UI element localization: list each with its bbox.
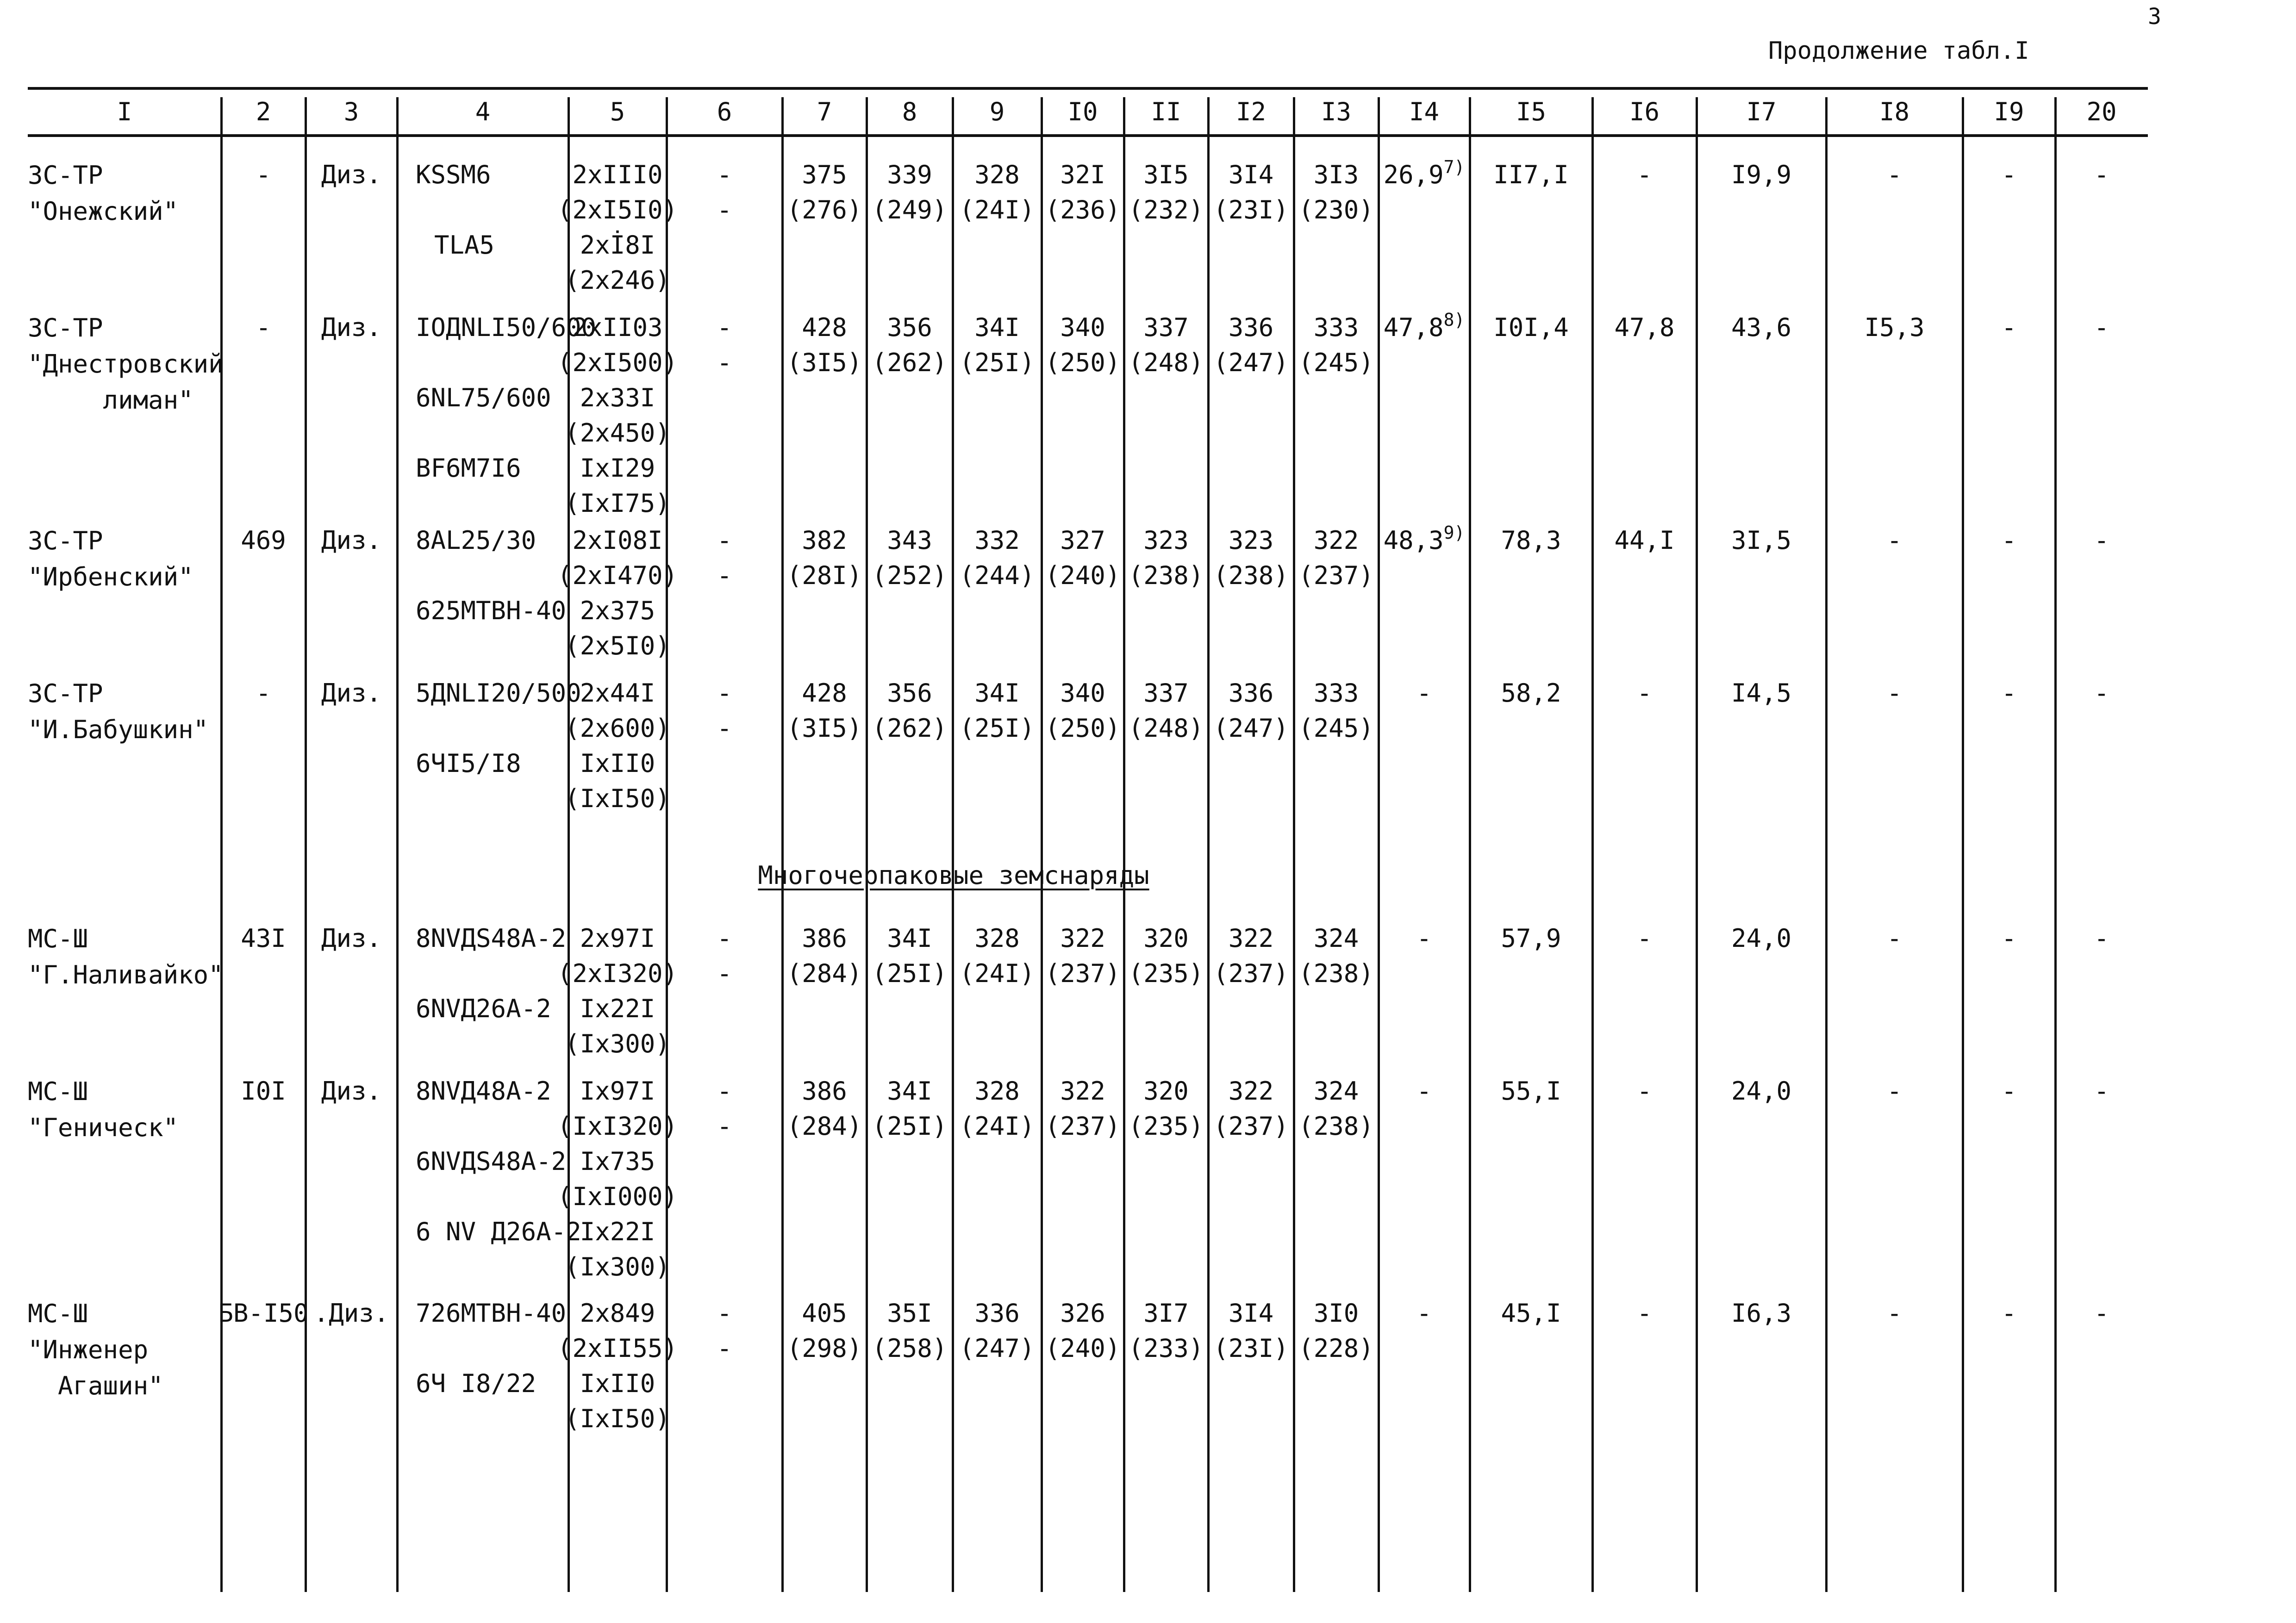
column-rule [1293, 97, 1295, 1592]
table-top-rule [28, 87, 2148, 90]
vessel-name: ЗС-ТР "И.Бабушкин" [28, 679, 209, 744]
cell-c15: 45,I [1501, 1299, 1561, 1328]
cell-c10: 326 (240) [1045, 1299, 1121, 1363]
column-rule [866, 97, 868, 1592]
cell-c13: 324 (238) [1298, 924, 1374, 988]
column-rule [305, 97, 307, 1592]
footnote-mark: 7) [1443, 157, 1465, 177]
cell-c14-value: - [1416, 678, 1432, 708]
cell-c19: - [2001, 160, 2017, 189]
cell-c17: I9,9 [1731, 160, 1792, 189]
page-number: 3 [2148, 4, 2161, 30]
cell-power: IxII0 (IxI50) [565, 1369, 670, 1433]
cell-engine-model: 625MTBH-40 [416, 596, 567, 625]
cell-c19: - [2001, 678, 2017, 708]
cell-c15: 58,2 [1501, 678, 1561, 708]
column-rule [1696, 97, 1698, 1592]
column-header: 5 [610, 97, 625, 126]
column-header: 9 [989, 97, 1005, 126]
cell-c6: - - [717, 1076, 732, 1141]
header-bottom-rule [28, 134, 2148, 137]
cell-c8: 339 (249) [872, 160, 948, 224]
cell-c20: - [2094, 678, 2109, 708]
column-header: I9 [1994, 97, 2024, 126]
cell-c16: - [1637, 1299, 1652, 1328]
column-rule [396, 97, 399, 1592]
cell-engine-model: IOДNLI50/600 [416, 313, 597, 342]
cell-c13: 322 (237) [1298, 526, 1374, 590]
cell-power: Ix22I (Ix300) [565, 1217, 670, 1281]
cell-c8: 34I (25I) [872, 1076, 948, 1141]
column-rule [781, 97, 784, 1592]
column-header: I6 [1629, 97, 1660, 126]
cell-c8: 356 (262) [872, 313, 948, 377]
column-rule [2054, 97, 2057, 1592]
cell-c18: - [1887, 1076, 1902, 1106]
cell-c6: - - [717, 678, 732, 743]
column-header: 7 [817, 97, 832, 126]
cell-engine-model: KSSM6 [416, 160, 491, 189]
cell-power: 2xI08I (2xI470) [557, 526, 678, 590]
cell-project: БВ-I50 [218, 1299, 309, 1328]
cell-c16: 44,I [1614, 526, 1675, 555]
cell-c9: 328 (24I) [959, 1076, 1035, 1141]
cell-c17: 24,0 [1731, 924, 1792, 953]
cell-c8: 34I (25I) [872, 924, 948, 988]
cell-c19: - [2001, 313, 2017, 342]
cell-c7: 382 (28I) [786, 526, 862, 590]
cell-c11: 320 (235) [1128, 1076, 1204, 1141]
cell-c12: 336 (247) [1213, 678, 1289, 743]
column-header: I5 [1516, 97, 1547, 126]
column-header: I2 [1235, 97, 1267, 126]
cell-c12: 322 (237) [1213, 924, 1289, 988]
cell-power: 2x849 (2xII55) [557, 1299, 678, 1363]
vessel-name: МС-Ш "Геническ" [28, 1077, 179, 1142]
column-header: 3 [343, 97, 359, 126]
cell-c16: - [1637, 924, 1652, 953]
cell-c16: - [1637, 678, 1652, 708]
cell-project: I0I [241, 1076, 286, 1106]
cell-c12: 3I4 (23I) [1213, 160, 1289, 224]
cell-engine-type: Диз. [321, 1076, 382, 1106]
column-header: I [117, 97, 132, 126]
cell-c14-value: - [1416, 1076, 1432, 1106]
cell-c15: I0I,4 [1493, 313, 1569, 342]
cell-engine-model: TLA5 [434, 230, 495, 260]
cell-c19: - [2001, 1299, 2017, 1328]
section-title: Многочерпаковые земснаряды [758, 861, 1149, 890]
column-header: 2 [256, 97, 271, 126]
cell-engine-type: .Диз. [313, 1299, 389, 1328]
column-header: 8 [902, 97, 917, 126]
column-header: 20 [2086, 97, 2117, 126]
cell-c10: 340 (250) [1045, 678, 1121, 743]
cell-c6: - - [717, 526, 732, 590]
cell-power: 2x33I (2x450) [565, 383, 670, 448]
cell-c15: 78,3 [1501, 526, 1561, 555]
table-caption: Продолжение табл.I [1768, 37, 2029, 65]
column-header: I7 [1746, 97, 1777, 126]
column-header: I3 [1321, 97, 1352, 126]
column-rule [1825, 97, 1828, 1592]
cell-c20: - [2094, 160, 2109, 189]
vessel-name: МС-Ш "Инженер Агашин" [28, 1299, 163, 1400]
cell-c14-value: 26,9 [1383, 160, 1444, 189]
cell-c9: 328 (24I) [959, 924, 1035, 988]
cell-power: Ix22I (Ix300) [565, 994, 670, 1058]
column-rule [1962, 97, 1964, 1592]
cell-c17: 43,6 [1731, 313, 1792, 342]
cell-c7: 386 (284) [786, 1076, 862, 1141]
cell-power: IxI29 (IxI75) [565, 454, 670, 518]
column-rule [952, 97, 954, 1592]
cell-c13: 3I3 (230) [1298, 160, 1374, 224]
cell-c6: - - [717, 1299, 732, 1363]
cell-c9: 332 (244) [959, 526, 1035, 590]
cell-engine-model: 8AL25/30 [416, 526, 537, 555]
cell-c15: 55,I [1501, 1076, 1561, 1106]
cell-power: 2x97I (2xI320) [557, 924, 678, 988]
column-rule [1123, 97, 1125, 1592]
cell-project: 43I [241, 924, 286, 953]
cell-c18: - [1887, 678, 1902, 708]
cell-c14 [1416, 676, 1432, 711]
cell-c20: - [2094, 1299, 2109, 1328]
cell-c10: 327 (240) [1045, 526, 1121, 590]
cell-power: 2xİ8I (2x246) [565, 230, 670, 295]
cell-c14 [1384, 523, 1465, 558]
cell-c17: I6,3 [1731, 1299, 1792, 1328]
cell-c14-value: - [1416, 1299, 1432, 1328]
column-header: I4 [1409, 97, 1440, 126]
column-header: 6 [717, 97, 732, 126]
cell-c17: 24,0 [1731, 1076, 1792, 1106]
cell-c14-value: 48,3 [1383, 526, 1444, 555]
column-header: I0 [1067, 97, 1098, 126]
cell-c7: 428 (3I5) [786, 313, 862, 377]
cell-c12: 3I4 (23I) [1213, 1299, 1289, 1363]
cell-c16: - [1637, 1076, 1652, 1106]
column-header: I8 [1879, 97, 1910, 126]
cell-power: 2xIII0 (2xI5I0) [557, 160, 678, 224]
cell-c11: 323 (238) [1128, 526, 1204, 590]
cell-c12: 336 (247) [1213, 313, 1289, 377]
cell-c11: 320 (235) [1128, 924, 1204, 988]
cell-project: 469 [241, 526, 286, 555]
cell-c19: - [2001, 924, 2017, 953]
cell-power: Ix97I (IxI320) [557, 1076, 678, 1141]
cell-engine-model: 6NL75/600 [416, 383, 551, 412]
cell-c18: I5,3 [1864, 313, 1925, 342]
cell-c14-value: 47,8 [1383, 313, 1444, 342]
column-rule [1591, 97, 1594, 1592]
cell-c11: 3I5 (232) [1128, 160, 1204, 224]
vessel-name: ЗС-ТР "Ирбенский" [28, 526, 193, 591]
cell-c11: 3I7 (233) [1128, 1299, 1204, 1363]
cell-power: 2xII03 (2xI500) [557, 313, 678, 377]
cell-engine-model: BF6M7I6 [416, 454, 521, 483]
column-rule [1469, 97, 1471, 1592]
column-rule [1378, 97, 1380, 1592]
cell-c6: - - [717, 924, 732, 988]
cell-engine-type: Диз. [321, 160, 382, 189]
cell-c11: 337 (248) [1128, 678, 1204, 743]
cell-project: - [256, 160, 271, 189]
cell-c14 [1384, 157, 1465, 193]
cell-c10: 322 (237) [1045, 924, 1121, 988]
cell-c20: - [2094, 526, 2109, 555]
cell-c18: - [1887, 1299, 1902, 1328]
cell-engine-model: 726MTBH-40 [416, 1299, 567, 1328]
cell-power: Ix735 (IxI000) [557, 1147, 678, 1211]
cell-c19: - [2001, 1076, 2017, 1106]
cell-c20: - [2094, 924, 2109, 953]
cell-engine-model: 6ЧI5/I8 [416, 749, 521, 778]
cell-c20: - [2094, 313, 2109, 342]
cell-c18: - [1887, 160, 1902, 189]
cell-c13: 333 (245) [1298, 313, 1374, 377]
cell-c14 [1384, 310, 1465, 345]
cell-c9: 336 (247) [959, 1299, 1035, 1363]
cell-engine-model: 8NVДS48A-2 [416, 924, 567, 953]
cell-c13: 3I0 (228) [1298, 1299, 1374, 1363]
cell-c8: 35I (258) [872, 1299, 948, 1363]
column-rule [1041, 97, 1043, 1592]
cell-c15: II7,I [1493, 160, 1569, 189]
cell-engine-type: Диз. [321, 526, 382, 555]
cell-c14 [1416, 921, 1432, 956]
cell-c17: 3I,5 [1731, 526, 1792, 555]
cell-c9: 34I (25I) [959, 678, 1035, 743]
cell-c9: 34I (25I) [959, 313, 1035, 377]
column-rule [1207, 97, 1210, 1592]
cell-c7: 405 (298) [786, 1299, 862, 1363]
vessel-name: ЗС-ТР "Днестровский лиман" [28, 313, 224, 415]
cell-c16: 47,8 [1614, 313, 1675, 342]
vessel-name: ЗС-ТР "Онежский" [28, 161, 179, 226]
cell-engine-model: 6NVД26A-2 [416, 994, 551, 1023]
cell-power: IxII0 (IxI50) [565, 749, 670, 813]
cell-engine-model: 6NVДS48A-2 [416, 1147, 567, 1176]
cell-c14 [1416, 1296, 1432, 1331]
cell-c8: 343 (252) [872, 526, 948, 590]
cell-c6: - - [717, 313, 732, 377]
cell-c7: 386 (284) [786, 924, 862, 988]
cell-c14-value: - [1416, 924, 1432, 953]
cell-c16: - [1637, 160, 1652, 189]
cell-power: 2x375 (2x5I0) [565, 596, 670, 660]
cell-engine-model: 5ДNLI20/500 [416, 678, 581, 708]
cell-c10: 340 (250) [1045, 313, 1121, 377]
footnote-mark: 9) [1443, 522, 1465, 543]
cell-c7: 375 (276) [786, 160, 862, 224]
cell-c20: - [2094, 1076, 2109, 1106]
cell-c19: - [2001, 526, 2017, 555]
cell-engine-type: Диз. [321, 313, 382, 342]
cell-c14 [1416, 1074, 1432, 1109]
cell-c10: 32I (236) [1045, 160, 1121, 224]
cell-c13: 324 (238) [1298, 1076, 1374, 1141]
cell-c18: - [1887, 526, 1902, 555]
cell-engine-type: Диз. [321, 924, 382, 953]
column-header: 4 [475, 97, 491, 126]
cell-power: 2x44I (2x600) [565, 678, 670, 743]
column-header: II [1151, 97, 1181, 126]
cell-project: - [256, 313, 271, 342]
cell-c11: 337 (248) [1128, 313, 1204, 377]
cell-engine-type: Диз. [321, 678, 382, 708]
cell-c15: 57,9 [1501, 924, 1561, 953]
cell-c12: 323 (238) [1213, 526, 1289, 590]
cell-c17: I4,5 [1731, 678, 1792, 708]
cell-c12: 322 (237) [1213, 1076, 1289, 1141]
footnote-mark: 8) [1443, 310, 1465, 330]
cell-engine-model: 6 NV Д26A-2 [416, 1217, 581, 1246]
cell-c18: - [1887, 924, 1902, 953]
cell-c8: 356 (262) [872, 678, 948, 743]
cell-c10: 322 (237) [1045, 1076, 1121, 1141]
cell-engine-model: 6Ч I8/22 [416, 1369, 537, 1398]
cell-c13: 333 (245) [1298, 678, 1374, 743]
vessel-name: МС-Ш "Г.Наливайко" [28, 924, 224, 989]
cell-c7: 428 (3I5) [786, 678, 862, 743]
cell-c6: - - [717, 160, 732, 224]
cell-c9: 328 (24I) [959, 160, 1035, 224]
cell-project: - [256, 678, 271, 708]
cell-engine-model: 8NVД48A-2 [416, 1076, 551, 1106]
